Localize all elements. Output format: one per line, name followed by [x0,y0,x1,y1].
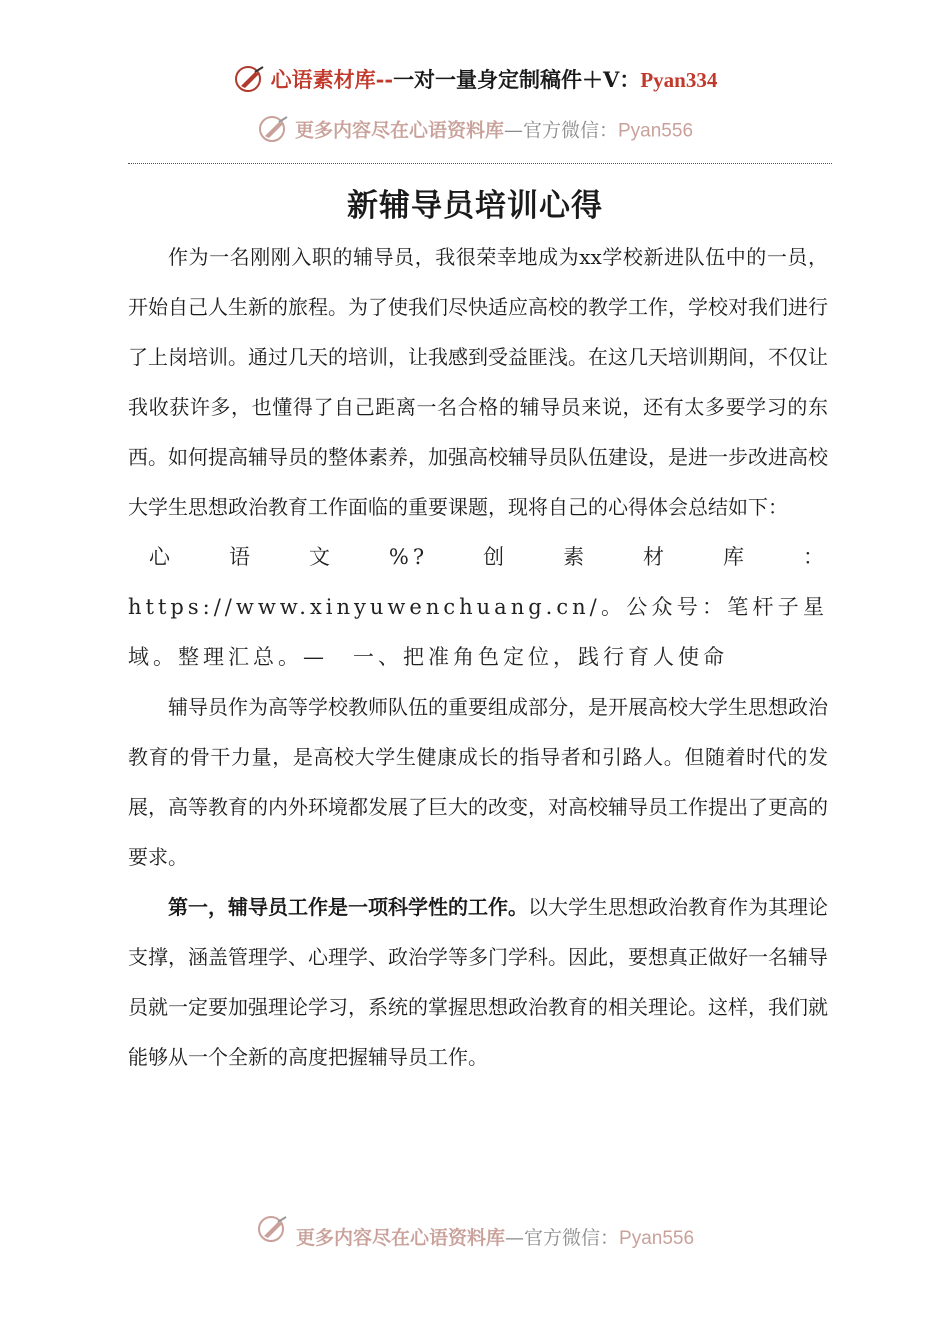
header-divider [128,163,832,164]
footer-more-text: 更多内容尽在心语资料库 [296,1227,506,1249]
footer-line [0,1214,950,1250]
document-body [128,232,828,1082]
footer-official-label: —官方微信： [505,1227,620,1249]
header-line-1 [0,64,950,99]
paragraph-first-body: 以大学生思想政治教育作为其理论支撑，涵盖管理学、心理学、政治学等多门学科。因此，要想真正做好一名辅导员就一定要加强理论学习，系统的掌握思想政治教育的相关理论。这样，我们就能够从一个全新的高度把握辅导员工作。 [128,895,828,1069]
pen-nib-logo-icon [256,1227,296,1249]
header-wechat-id: Pyan334 [640,68,718,92]
brand-name: 心语素材库 [270,67,376,92]
header-more-text: 更多内容尽在心语资料库 [294,119,504,142]
pen-nib-logo-icon [257,114,291,149]
header-official-label: —官方微信： [503,119,618,142]
paragraph-first-lead: 第一，辅导员工作是一项科学性的工作。 [168,895,528,919]
paragraph-watermark-heading: 心语文%?创素材库：https://www.xinyuwenchuang.cn/。公众号：笔杆子星域。整理汇总。— 一、把准角色定位，践行育人使命 [128,545,828,669]
header-dash: -- [375,67,394,92]
header-slogan: 一对一量身定制稿件＋V： [393,67,641,92]
paragraph-intro: 作为一名刚刚入职的辅导员，我很荣幸地成为xx学校新进队伍中的一员，开始自己人生新的旅程。为了使我们尽快适应高校的教学工作，学校对我们进行了上岗培训。通过几天的培训，让我感到受益匪浅。在这几天培训期间，不仅让我收获许多，也懂得了自己距离一名合格的辅导员来说，还有太多要学习的东西。如何提高辅导员的整体素养，加强高校辅导员队伍建设，是进一步改进高校大学生思想政治教育工作面临的重要课题，现将自己的心得体会总结如下： [128,245,828,519]
header-official-id: Pyan556 [618,120,694,142]
document-title: 新辅导员培训心得 [347,188,603,224]
header-line-2 [0,114,950,149]
footer-official-id: Pyan556 [619,1228,695,1249]
pen-nib-logo-icon [233,64,267,99]
paragraph-role: 辅导员作为高等学校教师队伍的重要组成部分，是开展高校大学生思想政治教育的骨干力量，是高校大学生健康成长的指导者和引路人。但随着时代的发展，高等教育的内外环境都发展了巨大的改变，对高校辅导员工作提出了更高的要求。 [128,695,828,869]
paragraph-first [128,882,828,1082]
